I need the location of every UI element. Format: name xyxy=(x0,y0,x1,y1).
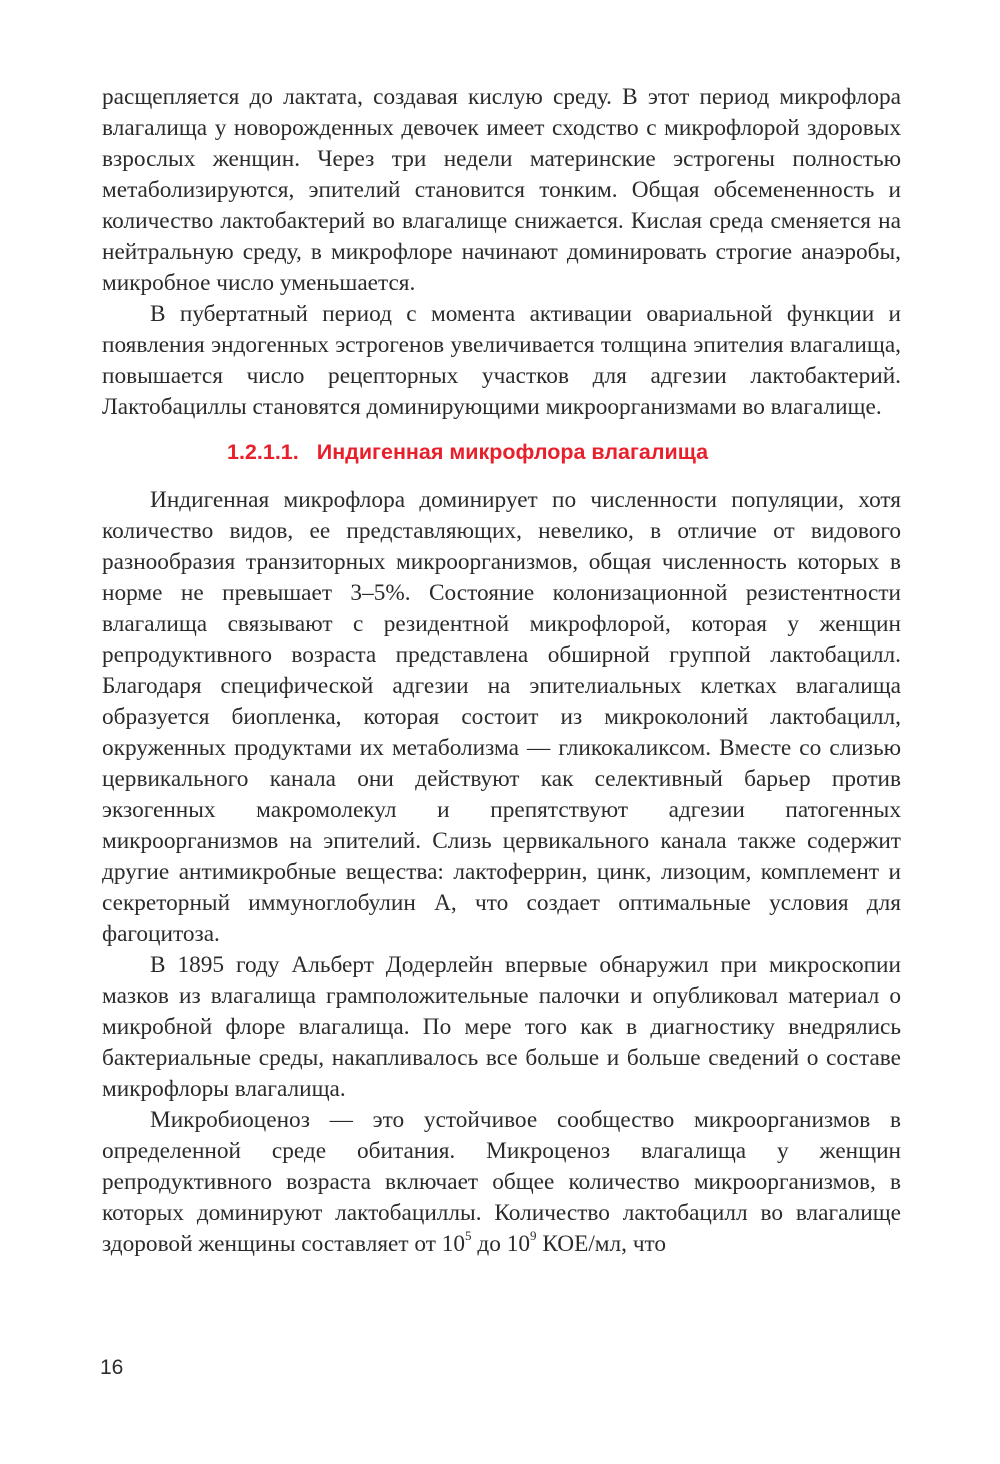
section-heading xyxy=(102,437,901,467)
paragraph-indigenous-microflora: Индигенная микрофлора доминирует по численности популяции, хотя количество видов, ее представляющих, невелико, в отличие от видового разнообразия транзиторных микроорганизмов, общая численность которых в норме не превышает 3–5%. Состояние колонизационной резистентности влагалища связывают с резидентной микрофлорой, которая у женщин репродуктивного возраста представлена обширной группой лактобацилл. Благодаря специфической адгезии на эпителиальных клетках влагалища образуется биопленка, которая состоит из микроколоний лактобацилл, окруженных продуктами их метаболизма — гликокаликсом. Вместе со слизью цервикального канала они действуют как селективный барьер против экзогенных макромолекул и препятствуют адгезии патогенных микроорганизмов на эпителий. Слизь цервикального канала также содержит другие антимикробные вещества: лактоферрин, цинк, лизоцим, комплемент и секреторный иммуноглобулин А, что создает оптимальные условия для фагоцитоза. xyxy=(102,487,901,947)
paragraph-microbiocenosis-text-2: до 10 xyxy=(471,1231,530,1257)
paragraph-microbiocenosis-text-3: КОЕ/мл, что xyxy=(536,1231,667,1257)
section-title: Индигенная микрофлора влагалища xyxy=(316,440,709,464)
paragraph-microbiocenosis xyxy=(102,1105,901,1260)
paragraph-microbiocenosis-text-1: Микробиоценоз — это устойчивое сообщество микроорганизмов в определенной среде обитания. Микроценоз влагалища у женщин репродуктивного возраста включает общее количество микроорганизмов, в которых доминируют лактобациллы. Количество лактобацилл во влагалище здоровой женщины составляет от 10 xyxy=(102,1107,901,1257)
exponent-9: 9 xyxy=(530,1228,537,1244)
page-number: 16 xyxy=(100,1356,124,1379)
section-number: 1.2.1.1. xyxy=(227,440,299,464)
paragraph-doderlein: В 1895 году Альберт Додерлейн впервые обнаружил при микроскопии мазков из влагалища грамположительные палочки и опубликовал материал о микробной флоре влагалища. По мере того как в диагностику внедрялись бактериальные среды, накапливалось все больше и больше сведений о составе микрофлоры влагалища. xyxy=(102,952,901,1102)
exponent-5: 5 xyxy=(465,1228,472,1244)
body-text xyxy=(102,82,901,1260)
paragraph-continuation: расщепляется до лактата, создавая кислую среду. В этот период микрофлора влагалища у новорожденных девочек имеет сходство с микрофлорой здоровых взрослых женщин. Через три недели материнские эстрогены полностью метаболизируются, эпителий становится тонким. Общая обсемененность и количество лактобактерий во влагалище снижается. Кислая среда сменяется на нейтральную среду, в микрофлоре начинают доминировать строгие анаэробы, микробное число уменьшается. xyxy=(102,84,901,296)
paragraph-puberty: В пубертатный период с момента активации овариальной функции и появления эндогенных эстрогенов увеличивается толщина эпителия влагалища, повышается число рецепторных участков для адгезии лактобактерий. Лактобациллы становятся доминирующими микроорганизмами во влагалище. xyxy=(102,301,901,420)
